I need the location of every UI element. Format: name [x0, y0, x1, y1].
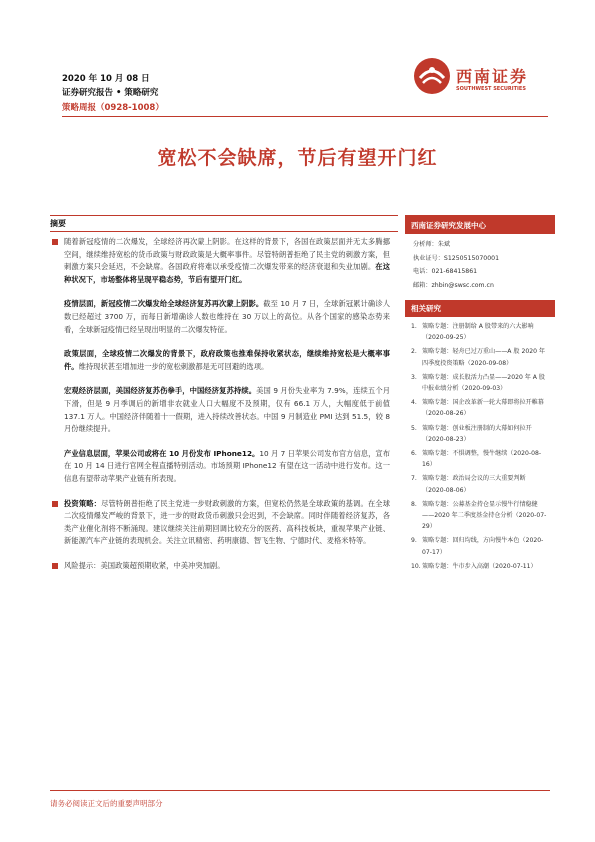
abstract-paragraph: 宏观经济层面，美国经济复苏伤拳手，中国经济复苏持续。美国 9 月份失业率为 7.9%，连续五个月下滑，但是 9 月季调后的新增非农就业人口大幅度不及预期，仅有 66.1 万人，大幅度低于前值 137.1 万人。中国经济伴随着十一假期，进入持续改善状态。中国 9 月制造业 PMI 达到 51.5，较 8 月份继续提升。: [64, 386, 391, 434]
analyst-license: 执业证号：S1250515070001: [413, 254, 500, 262]
logo-english: SOUTHWEST SECURITIES: [456, 86, 526, 92]
related-research-item[interactable]: 4. 策略专题：国企改革新一轮大幕即将拉开帷幕（2020-08-26）: [411, 399, 544, 418]
report-title: 宽松不会缺席，节后有望开门红: [157, 147, 438, 169]
related-research-item[interactable]: 7. 策略专题：政治局会议的三大重要判断（2020-08-06）: [411, 475, 526, 494]
related-research-item[interactable]: 3. 策略专题：成长股活力凸显——2020 年 A 股中报业绩分析（2020-09-03）: [411, 373, 545, 393]
analyst-phone: 电话：021-68415861: [413, 268, 478, 275]
report-type: 证券研究报告 • 策略研究: [62, 88, 159, 98]
company-logo: [412, 54, 552, 100]
abstract-bottom-divider: [50, 231, 398, 232]
abstract-label: 摘要: [50, 219, 66, 228]
sidebar: [405, 215, 555, 575]
abstract-paragraph: 政策层面，全球疫情二次爆发的背景下，政府政策也推难保持收紧状态，继续维持宽松是大概率事件。维持现状甚至增加进一步的宽松刺激都是无可回避的选项。: [64, 349, 390, 371]
abstract-top-divider: [50, 215, 398, 216]
analyst-email[interactable]: 邮箱：zhbin@swsc.com.cn: [413, 281, 494, 289]
abstract-body: [50, 236, 390, 584]
header-divider: [62, 116, 548, 117]
report-series: 策略周报（0928-1008）: [62, 103, 164, 113]
logo-name: 西南证券: [456, 67, 529, 86]
related-research-heading: 相关研究: [405, 300, 555, 317]
footer-divider: [50, 790, 550, 791]
related-research-item[interactable]: 8. 策略专题：公募基金持仓显示慢牛行情稳健——2020 年二季度基金持仓分析（2020-07-29）: [411, 500, 547, 531]
research-center-heading: 西南证券研究发展中心: [405, 217, 555, 234]
disclaimer-note: 请务必阅读正文后的重要声明部分: [50, 799, 163, 808]
report-date: 2020 年 10 月 08 日: [62, 74, 150, 84]
abstract-paragraph: 随着新冠疫情的二次爆发，全球经济再次蒙上阴影。在这样的背景下，各国在政策层面并无太多腾挪空间，继续维持宽松的货币政策与财政政策是大概率事件。尽管特朗普拒绝了民主党的刺激方案，但刺激方案只会延迟，不会缺席。各国政府将难以承受疫情二次爆发带来的经济衰退和失业加剧。在这种状况下，市场整体将呈现平稳态势，节后有望开门红。: [50, 236, 390, 286]
related-research-item[interactable]: 2. 策略专题：轻舟已过万重山——A 股 2020 年四季度投资策略（2020-09-08）: [411, 348, 545, 367]
logo-emblem-icon: [412, 56, 452, 96]
related-research-list: [405, 317, 555, 572]
related-research-item[interactable]: 6. 策略专题：不惧调整，慢牛继续（2020-08-16）: [411, 450, 542, 469]
risk-warning-paragraph: 风险提示：美国政策超预期收紧，中美冲突加剧。: [50, 560, 390, 573]
abstract-paragraph: 疫情层面，新冠疫情二次爆发给全球经济复苏再次蒙上阴影。截至 10 月 7 日，全球新冠累计确诊人数已经超过 3700 万，而每日新增确诊人数也维持在 30 万以上的高位。从各个国家的感染态势来看，全球新冠疫情已经呈现出明显的二次爆发特征。: [64, 299, 390, 334]
related-research-item[interactable]: 1. 策略专题：注册制给 A 股带来的六大影响（2020-09-25）: [411, 323, 534, 342]
related-research-item[interactable]: 9. 策略专题：回归均线，方向慢牛本色（2020-07-17）: [411, 537, 544, 556]
analyst-info: [405, 234, 555, 296]
related-research-item[interactable]: 5. 策略专题：创业板注册制的大幕如何拉开（2020-08-23）: [411, 424, 532, 443]
abstract-paragraph: 产业信息层面，苹果公司或将在 10 月份发布 IPhone12。10 月 7 日苹果公司发布官方信息，宣布在 10 月 14 日进行官网全程直播特别活动。市场预期 IPhone12 有望在这一活动中进行发布。这一信息有望带动苹果产业链有所表现。: [64, 448, 390, 483]
analyst-name: 分析师：朱斌: [413, 241, 451, 248]
related-research-item[interactable]: 10. 策略专题：牛市步入高潮（2020-07-11）: [411, 562, 537, 570]
investment-strategy-paragraph: 投资策略：尽管特朗普拒绝了民主党进一步财政刺激的方案，但宽松仍然是全球政策的基调。在全球二次疫情爆发严峻的背景下，进一步的财政货币刺激只会迟到，不会缺席。同时伴随着经济复苏，各类产业催化剂将不断涌现。建议继续关注前期回调比较充分的医药、高科技板块，重视苹果产业链、新能源汽车产业链的表现机会。关注立讯精密、药明康德、智飞生物、宁德时代、麦格米特等。: [50, 498, 390, 548]
